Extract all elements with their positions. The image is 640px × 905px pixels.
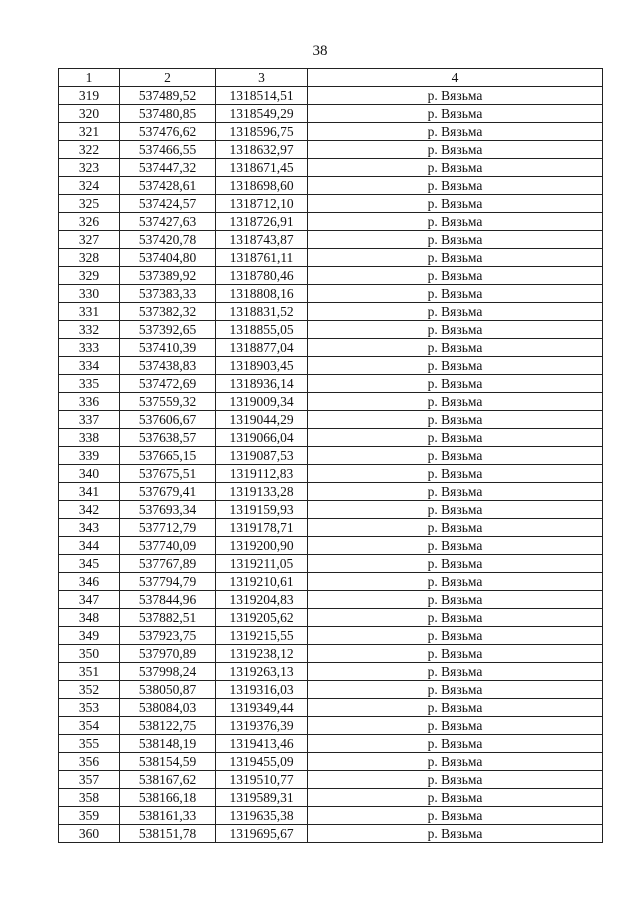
x-coordinate-cell: 537428,61 bbox=[120, 177, 216, 195]
y-coordinate-cell: 1318936,14 bbox=[216, 375, 308, 393]
description-cell: р. Вязьма bbox=[308, 609, 603, 627]
x-coordinate-cell: 538167,62 bbox=[120, 771, 216, 789]
column-header-4: 4 bbox=[308, 69, 603, 87]
table-row bbox=[59, 195, 603, 213]
table-body bbox=[59, 87, 603, 843]
description-cell: р. Вязьма bbox=[308, 357, 603, 375]
y-coordinate-cell: 1319238,12 bbox=[216, 645, 308, 663]
y-coordinate-cell: 1319133,28 bbox=[216, 483, 308, 501]
description-cell: р. Вязьма bbox=[308, 303, 603, 321]
description-cell: р. Вязьма bbox=[308, 807, 603, 825]
table-row bbox=[59, 753, 603, 771]
table-row bbox=[59, 285, 603, 303]
point-number-cell: 319 bbox=[59, 87, 120, 105]
description-cell: р. Вязьма bbox=[308, 735, 603, 753]
table-row bbox=[59, 105, 603, 123]
description-cell: р. Вязьма bbox=[308, 681, 603, 699]
x-coordinate-cell: 537665,15 bbox=[120, 447, 216, 465]
x-coordinate-cell: 537404,80 bbox=[120, 249, 216, 267]
table-row bbox=[59, 807, 603, 825]
description-cell: р. Вязьма bbox=[308, 825, 603, 843]
table-row bbox=[59, 681, 603, 699]
x-coordinate-cell: 537638,57 bbox=[120, 429, 216, 447]
description-cell: р. Вязьма bbox=[308, 375, 603, 393]
table-row bbox=[59, 339, 603, 357]
table-row bbox=[59, 501, 603, 519]
y-coordinate-cell: 1319178,71 bbox=[216, 519, 308, 537]
point-number-cell: 328 bbox=[59, 249, 120, 267]
point-number-cell: 352 bbox=[59, 681, 120, 699]
description-cell: р. Вязьма bbox=[308, 699, 603, 717]
table-row bbox=[59, 123, 603, 141]
description-cell: р. Вязьма bbox=[308, 771, 603, 789]
description-cell: р. Вязьма bbox=[308, 645, 603, 663]
x-coordinate-cell: 537693,34 bbox=[120, 501, 216, 519]
point-number-cell: 343 bbox=[59, 519, 120, 537]
y-coordinate-cell: 1319205,62 bbox=[216, 609, 308, 627]
x-coordinate-cell: 537382,32 bbox=[120, 303, 216, 321]
point-number-cell: 353 bbox=[59, 699, 120, 717]
y-coordinate-cell: 1318831,52 bbox=[216, 303, 308, 321]
table-row bbox=[59, 771, 603, 789]
point-number-cell: 358 bbox=[59, 789, 120, 807]
y-coordinate-cell: 1319204,83 bbox=[216, 591, 308, 609]
description-cell: р. Вязьма bbox=[308, 717, 603, 735]
table-row bbox=[59, 231, 603, 249]
table-row bbox=[59, 177, 603, 195]
y-coordinate-cell: 1318780,46 bbox=[216, 267, 308, 285]
description-cell: р. Вязьма bbox=[308, 753, 603, 771]
y-coordinate-cell: 1318761,11 bbox=[216, 249, 308, 267]
table-row bbox=[59, 537, 603, 555]
y-coordinate-cell: 1319112,83 bbox=[216, 465, 308, 483]
table-row bbox=[59, 735, 603, 753]
x-coordinate-cell: 537794,79 bbox=[120, 573, 216, 591]
x-coordinate-cell: 538122,75 bbox=[120, 717, 216, 735]
y-coordinate-cell: 1319510,77 bbox=[216, 771, 308, 789]
table-row bbox=[59, 249, 603, 267]
x-coordinate-cell: 537472,69 bbox=[120, 375, 216, 393]
x-coordinate-cell: 537882,51 bbox=[120, 609, 216, 627]
y-coordinate-cell: 1319200,90 bbox=[216, 537, 308, 555]
y-coordinate-cell: 1318549,29 bbox=[216, 105, 308, 123]
table-row bbox=[59, 267, 603, 285]
x-coordinate-cell: 537970,89 bbox=[120, 645, 216, 663]
x-coordinate-cell: 537923,75 bbox=[120, 627, 216, 645]
y-coordinate-cell: 1318596,75 bbox=[216, 123, 308, 141]
table-row bbox=[59, 303, 603, 321]
point-number-cell: 322 bbox=[59, 141, 120, 159]
x-coordinate-cell: 537606,67 bbox=[120, 411, 216, 429]
x-coordinate-cell: 537392,65 bbox=[120, 321, 216, 339]
point-number-cell: 345 bbox=[59, 555, 120, 573]
description-cell: р. Вязьма bbox=[308, 465, 603, 483]
y-coordinate-cell: 1318632,97 bbox=[216, 141, 308, 159]
point-number-cell: 337 bbox=[59, 411, 120, 429]
description-cell: р. Вязьма bbox=[308, 339, 603, 357]
x-coordinate-cell: 538148,19 bbox=[120, 735, 216, 753]
x-coordinate-cell: 537675,51 bbox=[120, 465, 216, 483]
y-coordinate-cell: 1319635,38 bbox=[216, 807, 308, 825]
point-number-cell: 355 bbox=[59, 735, 120, 753]
table-row bbox=[59, 519, 603, 537]
table-row bbox=[59, 663, 603, 681]
table-row bbox=[59, 555, 603, 573]
x-coordinate-cell: 538151,78 bbox=[120, 825, 216, 843]
point-number-cell: 334 bbox=[59, 357, 120, 375]
table-row bbox=[59, 447, 603, 465]
description-cell: р. Вязьма bbox=[308, 591, 603, 609]
table-row bbox=[59, 357, 603, 375]
y-coordinate-cell: 1319210,61 bbox=[216, 573, 308, 591]
y-coordinate-cell: 1319263,13 bbox=[216, 663, 308, 681]
description-cell: р. Вязьма bbox=[308, 105, 603, 123]
x-coordinate-cell: 538154,59 bbox=[120, 753, 216, 771]
table-row bbox=[59, 699, 603, 717]
table-row bbox=[59, 393, 603, 411]
point-number-cell: 339 bbox=[59, 447, 120, 465]
table-header bbox=[59, 69, 603, 87]
x-coordinate-cell: 537679,41 bbox=[120, 483, 216, 501]
point-number-cell: 332 bbox=[59, 321, 120, 339]
table-row bbox=[59, 645, 603, 663]
table-row bbox=[59, 627, 603, 645]
x-coordinate-cell: 537447,32 bbox=[120, 159, 216, 177]
table-row bbox=[59, 429, 603, 447]
point-number-cell: 354 bbox=[59, 717, 120, 735]
x-coordinate-cell: 537389,92 bbox=[120, 267, 216, 285]
x-coordinate-cell: 537383,33 bbox=[120, 285, 216, 303]
table-row bbox=[59, 609, 603, 627]
x-coordinate-cell: 537480,85 bbox=[120, 105, 216, 123]
point-number-cell: 351 bbox=[59, 663, 120, 681]
x-coordinate-cell: 537438,83 bbox=[120, 357, 216, 375]
description-cell: р. Вязьма bbox=[308, 123, 603, 141]
y-coordinate-cell: 1318514,51 bbox=[216, 87, 308, 105]
table-row bbox=[59, 591, 603, 609]
y-coordinate-cell: 1318743,87 bbox=[216, 231, 308, 249]
table-row bbox=[59, 375, 603, 393]
x-coordinate-cell: 537476,62 bbox=[120, 123, 216, 141]
table-row bbox=[59, 87, 603, 105]
y-coordinate-cell: 1319695,67 bbox=[216, 825, 308, 843]
table-row bbox=[59, 141, 603, 159]
description-cell: р. Вязьма bbox=[308, 177, 603, 195]
y-coordinate-cell: 1319589,31 bbox=[216, 789, 308, 807]
x-coordinate-cell: 537427,63 bbox=[120, 213, 216, 231]
y-coordinate-cell: 1318808,16 bbox=[216, 285, 308, 303]
point-number-cell: 338 bbox=[59, 429, 120, 447]
table-row bbox=[59, 483, 603, 501]
x-coordinate-cell: 537998,24 bbox=[120, 663, 216, 681]
point-number-cell: 349 bbox=[59, 627, 120, 645]
point-number-cell: 329 bbox=[59, 267, 120, 285]
table-row bbox=[59, 825, 603, 843]
point-number-cell: 356 bbox=[59, 753, 120, 771]
point-number-cell: 333 bbox=[59, 339, 120, 357]
x-coordinate-cell: 538166,18 bbox=[120, 789, 216, 807]
point-number-cell: 335 bbox=[59, 375, 120, 393]
point-number-cell: 323 bbox=[59, 159, 120, 177]
point-number-cell: 357 bbox=[59, 771, 120, 789]
description-cell: р. Вязьма bbox=[308, 141, 603, 159]
description-cell: р. Вязьма bbox=[308, 231, 603, 249]
x-coordinate-cell: 537420,78 bbox=[120, 231, 216, 249]
description-cell: р. Вязьма bbox=[308, 195, 603, 213]
x-coordinate-cell: 537424,57 bbox=[120, 195, 216, 213]
x-coordinate-cell: 538050,87 bbox=[120, 681, 216, 699]
table-row bbox=[59, 465, 603, 483]
point-number-cell: 320 bbox=[59, 105, 120, 123]
x-coordinate-cell: 537410,39 bbox=[120, 339, 216, 357]
description-cell: р. Вязьма bbox=[308, 87, 603, 105]
y-coordinate-cell: 1318903,45 bbox=[216, 357, 308, 375]
point-number-cell: 340 bbox=[59, 465, 120, 483]
column-header-3: 3 bbox=[216, 69, 308, 87]
y-coordinate-cell: 1319066,04 bbox=[216, 429, 308, 447]
description-cell: р. Вязьма bbox=[308, 321, 603, 339]
description-cell: р. Вязьма bbox=[308, 789, 603, 807]
description-cell: р. Вязьма bbox=[308, 627, 603, 645]
column-header-1: 1 bbox=[59, 69, 120, 87]
x-coordinate-cell: 537466,55 bbox=[120, 141, 216, 159]
point-number-cell: 336 bbox=[59, 393, 120, 411]
point-number-cell: 346 bbox=[59, 573, 120, 591]
y-coordinate-cell: 1319009,34 bbox=[216, 393, 308, 411]
y-coordinate-cell: 1318877,04 bbox=[216, 339, 308, 357]
point-number-cell: 342 bbox=[59, 501, 120, 519]
y-coordinate-cell: 1319413,46 bbox=[216, 735, 308, 753]
description-cell: р. Вязьма bbox=[308, 249, 603, 267]
description-cell: р. Вязьма bbox=[308, 537, 603, 555]
x-coordinate-cell: 537559,32 bbox=[120, 393, 216, 411]
description-cell: р. Вязьма bbox=[308, 159, 603, 177]
table-row bbox=[59, 573, 603, 591]
table-row bbox=[59, 411, 603, 429]
y-coordinate-cell: 1319087,53 bbox=[216, 447, 308, 465]
point-number-cell: 341 bbox=[59, 483, 120, 501]
y-coordinate-cell: 1319316,03 bbox=[216, 681, 308, 699]
y-coordinate-cell: 1318726,91 bbox=[216, 213, 308, 231]
table-row bbox=[59, 213, 603, 231]
table-row bbox=[59, 159, 603, 177]
y-coordinate-cell: 1318712,10 bbox=[216, 195, 308, 213]
description-cell: р. Вязьма bbox=[308, 411, 603, 429]
point-number-cell: 347 bbox=[59, 591, 120, 609]
coordinates-table bbox=[58, 68, 603, 843]
description-cell: р. Вязьма bbox=[308, 519, 603, 537]
y-coordinate-cell: 1319455,09 bbox=[216, 753, 308, 771]
y-coordinate-cell: 1319159,93 bbox=[216, 501, 308, 519]
point-number-cell: 326 bbox=[59, 213, 120, 231]
y-coordinate-cell: 1319044,29 bbox=[216, 411, 308, 429]
point-number-cell: 324 bbox=[59, 177, 120, 195]
description-cell: р. Вязьма bbox=[308, 447, 603, 465]
description-cell: р. Вязьма bbox=[308, 267, 603, 285]
description-cell: р. Вязьма bbox=[308, 213, 603, 231]
point-number-cell: 321 bbox=[59, 123, 120, 141]
y-coordinate-cell: 1319211,05 bbox=[216, 555, 308, 573]
column-header-2: 2 bbox=[120, 69, 216, 87]
point-number-cell: 359 bbox=[59, 807, 120, 825]
x-coordinate-cell: 537489,52 bbox=[120, 87, 216, 105]
page-number: 38 bbox=[312, 43, 328, 59]
table-row bbox=[59, 321, 603, 339]
x-coordinate-cell: 538084,03 bbox=[120, 699, 216, 717]
description-cell: р. Вязьма bbox=[308, 555, 603, 573]
y-coordinate-cell: 1318671,45 bbox=[216, 159, 308, 177]
point-number-cell: 327 bbox=[59, 231, 120, 249]
point-number-cell: 330 bbox=[59, 285, 120, 303]
x-coordinate-cell: 537740,09 bbox=[120, 537, 216, 555]
description-cell: р. Вязьма bbox=[308, 483, 603, 501]
point-number-cell: 344 bbox=[59, 537, 120, 555]
header-row bbox=[59, 69, 603, 87]
x-coordinate-cell: 537712,79 bbox=[120, 519, 216, 537]
y-coordinate-cell: 1318855,05 bbox=[216, 321, 308, 339]
description-cell: р. Вязьма bbox=[308, 501, 603, 519]
y-coordinate-cell: 1319215,55 bbox=[216, 627, 308, 645]
description-cell: р. Вязьма bbox=[308, 429, 603, 447]
point-number-cell: 331 bbox=[59, 303, 120, 321]
point-number-cell: 325 bbox=[59, 195, 120, 213]
point-number-cell: 348 bbox=[59, 609, 120, 627]
description-cell: р. Вязьма bbox=[308, 393, 603, 411]
table-row bbox=[59, 717, 603, 735]
x-coordinate-cell: 537767,89 bbox=[120, 555, 216, 573]
description-cell: р. Вязьма bbox=[308, 663, 603, 681]
description-cell: р. Вязьма bbox=[308, 285, 603, 303]
point-number-cell: 360 bbox=[59, 825, 120, 843]
x-coordinate-cell: 537844,96 bbox=[120, 591, 216, 609]
description-cell: р. Вязьма bbox=[308, 573, 603, 591]
y-coordinate-cell: 1319376,39 bbox=[216, 717, 308, 735]
x-coordinate-cell: 538161,33 bbox=[120, 807, 216, 825]
point-number-cell: 350 bbox=[59, 645, 120, 663]
y-coordinate-cell: 1318698,60 bbox=[216, 177, 308, 195]
table-row bbox=[59, 789, 603, 807]
y-coordinate-cell: 1319349,44 bbox=[216, 699, 308, 717]
